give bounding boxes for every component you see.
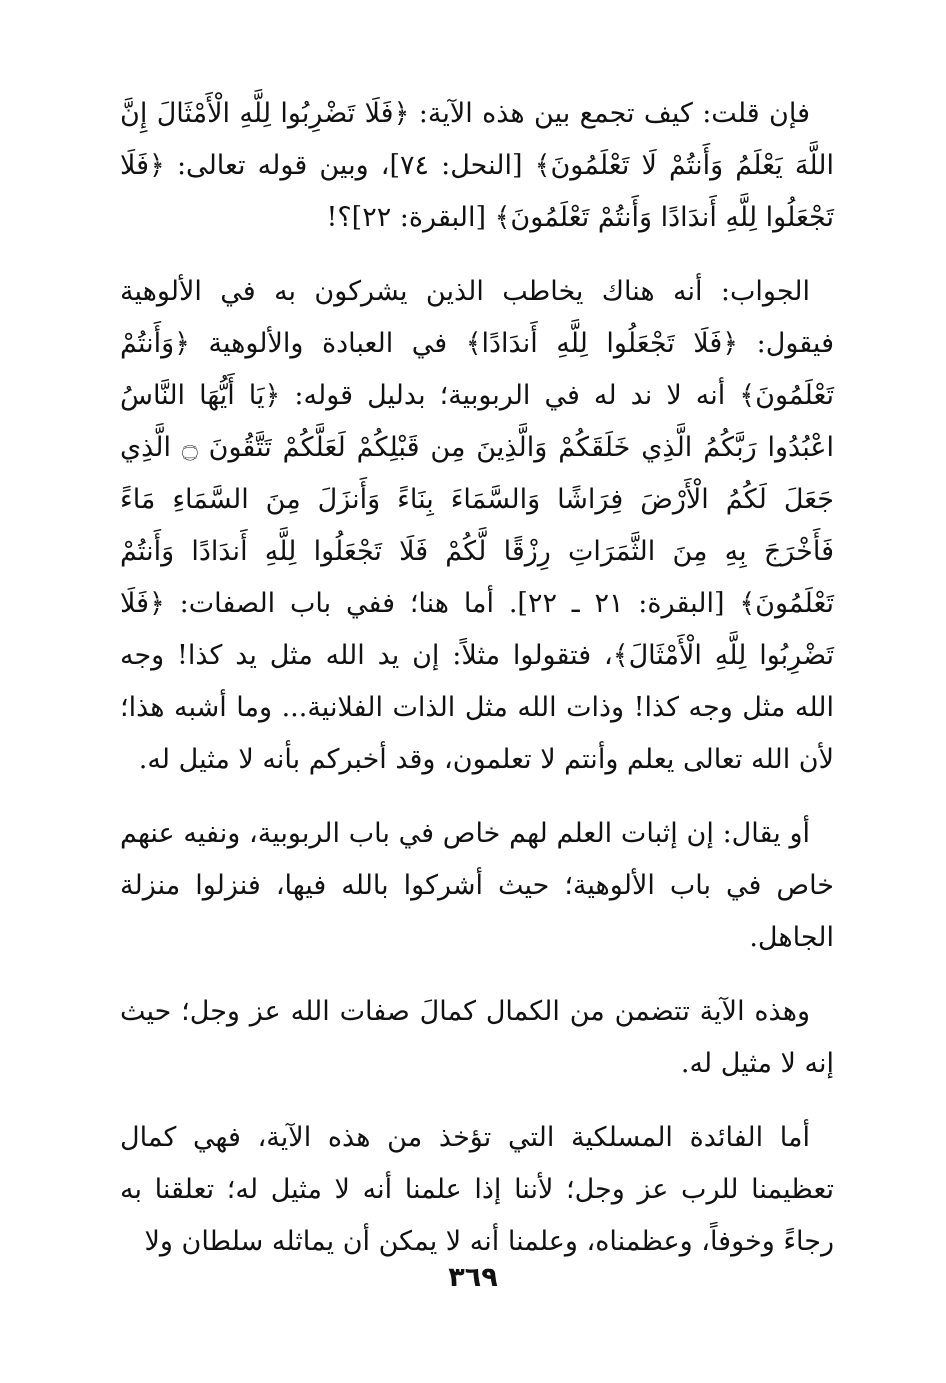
page-number: ٣٦٩	[448, 1262, 498, 1293]
paragraph-perfection: وهذه الآية تتضمن من الكمال كمالَ صفات الله عز وجل؛ حيث إنه لا مثيل له.	[120, 996, 834, 1079]
page-body	[120, 88, 834, 1290]
paragraph-answer: الجواب: أنه هناك يخاطب الذين يشركون به في الألوهية فيقول: ﴿فَلَا تَجْعَلُوا لِلَّهِ أَندَادًا﴾ في العبادة والألوهية ﴿وَأَنتُمْ تَعْلَمُونَ﴾ أنه لا ند له في الربوبية؛ بدليل قوله: ﴿يَا أَيُّهَا النَّاسُ اعْبُدُوا رَبَّكُمُ الَّذِي خَلَقَكُمْ وَالَّذِينَ مِن قَبْلِكُمْ لَعَلَّكُمْ تَتَّقُونَ ۝ الَّذِي جَعَلَ لَكُمُ الْأَرْضَ فِرَاشًا وَالسَّمَاءَ بِنَاءً وَأَنزَلَ مِنَ السَّمَاءِ مَاءً فَأَخْرَجَ بِهِ مِنَ الثَّمَرَاتِ رِزْقًا لَّكُمْ فَلَا تَجْعَلُوا لِلَّهِ أَندَادًا وَأَنتُمْ تَعْلَمُونَ﴾ [البقرة: ٢١ ـ ٢٢]. أما هنا؛ ففي باب الصفات: ﴿فَلَا تَضْرِبُوا لِلَّهِ الْأَمْثَالَ﴾، فتقولوا مثلاً: إن يد الله مثل يد كذا! وجه الله مثل وجه كذا! وذات الله مثل الذات الفلانية... وما أشبه هذا؛ لأن الله تعالى يعلم وأنتم لا تعلمون، وقد أخبركم بأنه لا مثيل له.	[120, 276, 835, 775]
paragraph-alternative-answer: أو يقال: إن إثبات العلم لهم خاص في باب الربوبية، ونفيه عنهم خاص في باب الألوهية؛ حيث أشركوا بالله فيها، فنزلوا منزلة الجاهل.	[120, 818, 834, 953]
paragraph-question: فإن قلت: كيف تجمع بين هذه الآية: ﴿فَلَا تَضْرِبُوا لِلَّهِ الْأَمْثَالَ إِنَّ اللَّهَ يَعْلَمُ وَأَنتُمْ لَا تَعْلَمُونَ﴾ [النحل: ٧٤]، وبين قوله تعالى: ﴿فَلَا تَجْعَلُوا لِلَّهِ أَندَادًا وَأَنتُمْ تَعْلَمُونَ﴾ [البقرة: ٢٢]؟!	[120, 98, 834, 233]
paragraph-practical-benefit: أما الفائدة المسلكية التي تؤخذ من هذه الآية، فهي كمال تعظيمنا للرب عز وجل؛ لأننا إذا علمنا أنه لا مثيل له؛ تعلقنا به رجاءً وخوفاً، وعظمناه، وعلمنا أنه لا يمكن أن يماثله سلطان ولا	[120, 1122, 834, 1257]
